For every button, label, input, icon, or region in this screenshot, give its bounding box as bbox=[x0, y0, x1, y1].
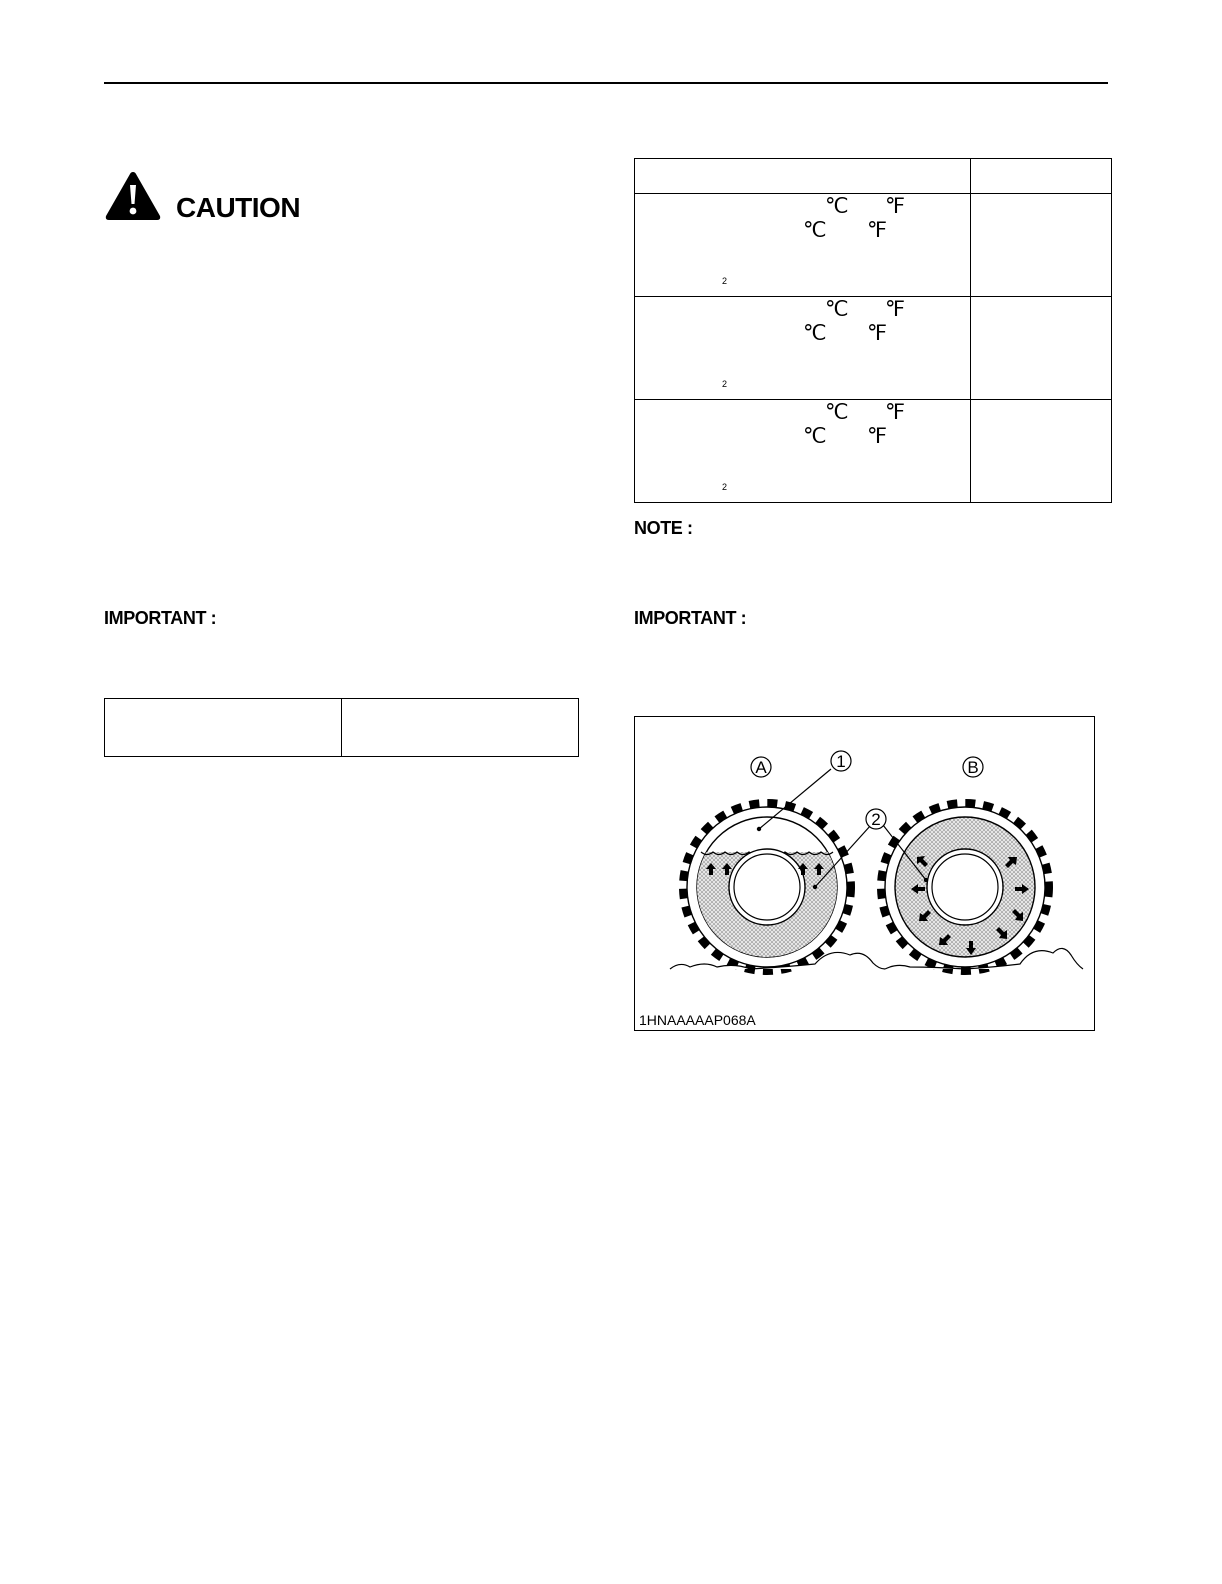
celsius-unit: ℃ bbox=[825, 401, 849, 424]
callout-a: A bbox=[755, 758, 767, 777]
fahrenheit-unit: ℉ bbox=[885, 401, 905, 424]
condition-cell bbox=[635, 194, 971, 297]
spec-table bbox=[104, 698, 579, 757]
callout-1: 1 bbox=[836, 752, 846, 771]
celsius-unit: ℃ bbox=[825, 195, 849, 218]
temperature-table bbox=[634, 158, 1112, 503]
celsius-unit: ℃ bbox=[803, 322, 827, 345]
celsius-unit: ℃ bbox=[825, 298, 849, 321]
condition-cell bbox=[635, 297, 971, 400]
spec-cell-right bbox=[342, 699, 579, 757]
table-header-row bbox=[635, 159, 1112, 194]
fahrenheit-unit: ℉ bbox=[867, 219, 887, 242]
important-label-left: IMPORTANT : bbox=[104, 608, 217, 628]
callout-2: 2 bbox=[871, 810, 881, 829]
tire-diagram bbox=[635, 717, 1094, 1030]
important-label-right: IMPORTANT : bbox=[634, 608, 747, 628]
fahrenheit-unit: ℉ bbox=[885, 195, 905, 218]
figure-caption: 1HNAAAAAP068A bbox=[639, 1012, 756, 1028]
superscript: 2 bbox=[722, 379, 728, 389]
fahrenheit-unit: ℉ bbox=[867, 425, 887, 448]
fahrenheit-unit: ℉ bbox=[867, 322, 887, 345]
note-label: NOTE : bbox=[634, 518, 693, 538]
caution-block bbox=[104, 170, 364, 230]
header-rule bbox=[104, 82, 1108, 84]
tire-ballast-figure bbox=[634, 716, 1095, 1031]
value-cell bbox=[971, 400, 1112, 503]
header-cell bbox=[971, 159, 1112, 194]
table-row bbox=[635, 194, 1112, 297]
tire-a bbox=[683, 803, 851, 971]
celsius-unit: ℃ bbox=[803, 425, 827, 448]
condition-cell bbox=[635, 400, 971, 503]
caution-title: CAUTION bbox=[176, 192, 301, 223]
spec-cell-left bbox=[105, 699, 342, 757]
celsius-unit: ℃ bbox=[803, 219, 827, 242]
tire-b bbox=[881, 803, 1049, 971]
fahrenheit-unit: ℉ bbox=[885, 298, 905, 321]
callout-b: B bbox=[967, 758, 979, 777]
value-cell bbox=[971, 297, 1112, 400]
table-row bbox=[635, 400, 1112, 503]
header-cell bbox=[635, 159, 971, 194]
superscript: 2 bbox=[722, 482, 728, 492]
value-cell bbox=[971, 194, 1112, 297]
table-row bbox=[635, 297, 1112, 400]
superscript: 2 bbox=[722, 276, 728, 286]
warning-triangle-icon bbox=[104, 170, 162, 222]
